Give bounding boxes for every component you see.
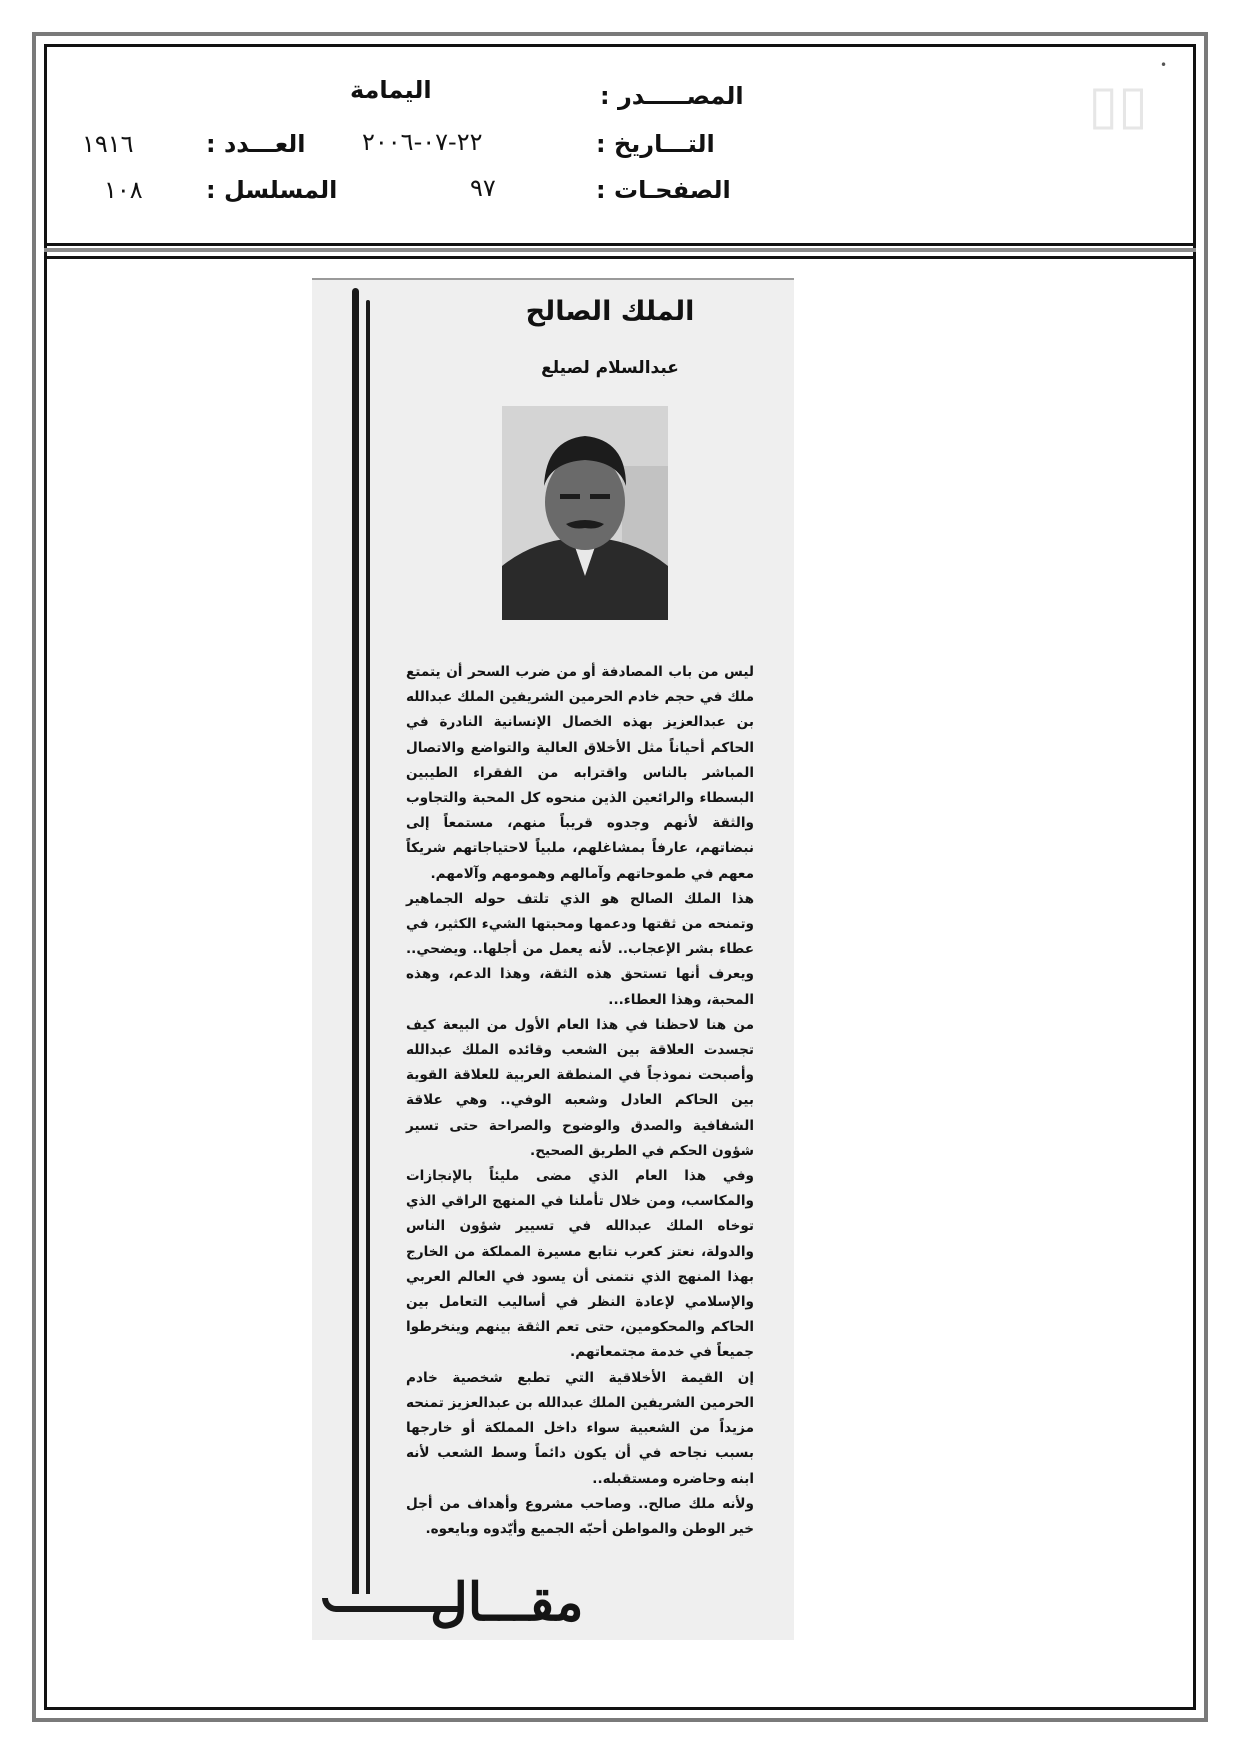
date-label: التـــاريخ : (596, 130, 715, 158)
article-title: الملك الصالح (525, 296, 695, 327)
header-divider (44, 256, 1196, 259)
decorative-pillar-inner (366, 300, 370, 1594)
article-author: عبدالسلام لصيلع (541, 358, 679, 378)
issue-label: العـــدد : (206, 130, 306, 158)
author-portrait (502, 406, 668, 620)
article-paragraph: ليس من باب المصادفة أو من ضرب السحر أن يتمتع ملك في حجم خادم الحرمين الشريفين الملك عبدالله بن عبدالعزيز بهذه الخصال الإنسانية النادرة في الحاكم أحياناً مثل الأخلاق العالية والتواضع والاتصال المباشر بالناس واقترابه من الفقراء الطيبين البسطاء والرائعين الذين منحوه كل المحبة والتجاوب والثقة لأنهم وجدوه قريباً منهم، مستمعاً إلى نبضاتهم، عارفاً بمشاغلهم، ملبياً لاحتياجاتهم شريكاً معهم في طموحاتهم وآمالهم وهمومهم وآلامهم. (406, 664, 754, 882)
faint-watermark: ▯▯ (1088, 72, 1148, 136)
decorative-pillar (352, 288, 359, 1594)
article-paragraph: من هنا لاحظنا في هذا العام الأول من البيعة كيف تجسدت العلاقة بين الشعب وقائده الملك عبدالله وأصبحت نموذجاً في المنطقة العربية للعلاقة القوية بين الحاكم العادل وشعبه الوفي.. وهي علاقة الشفافية والصدق والوضوح والصراحة حتى تسير شؤون الحكم في الطريق الصحيح. (406, 1016, 754, 1159)
source-value: اليمامة (350, 76, 432, 104)
author-photo (502, 406, 668, 620)
serial-label: المسلسل : (206, 176, 338, 204)
source-label: المصـــــدر : (600, 82, 744, 110)
article-paragraph: إن القيمة الأخلاقية التي تطبع شخصية خادم الحرمين الشريفين الملك عبدالله بن عبدالعزيز تمنحه مزيداً من الشعبية سواء داخل المملكة أو خارجها بسبب نجاحه في أن يكون دائماً وسط الشعب لأنه ابنه وحاضره ومستقبله.. (406, 1369, 754, 1487)
serial-value: ١٠٨ (104, 176, 143, 204)
article-paragraph: وفي هذا العام الذي مضى مليئاً بالإنجازات والمكاسب، ومن خلال تأملنا في المنهج الراقي الذي توخاه الملك عبدالله في تسيير شؤون الناس والدولة، نعتز كعرب نتابع مسيرة المملكة من الخارج بهذا المنهج الذي نتمنى أن يسود في العالم العربي والإسلامي لإعادة النظر في أساليب التعامل بين الحاكم والمحكومين، حتى تعم الثقة بينهم وينخرطوا جميعاً في خدمة مجتمعاتهم. (406, 1168, 754, 1361)
clipping-top-rule (312, 278, 794, 280)
section-label: مقـــال (430, 1572, 584, 1633)
header-divider-shadow (44, 248, 1196, 252)
issue-value: ١٩١٦ (82, 130, 134, 158)
pages-value: ٩٧ (470, 174, 496, 202)
article-body (406, 660, 754, 1542)
article-paragraph: هذا الملك الصالح هو الذي تلتف حوله الجماهير وتمنحه من ثقتها ودعمها ومحبتها الشيء الكثير، في عطاء بشر الإعجاب.. لأنه يعمل من أجلها.. ويضحي.. ويعرف أنها تستحق هذه الثقة، وهذا الدعم، وهذه المحبة، وهذا العطاء... (406, 890, 754, 1008)
date-value: ٢٢-٠٧-٢٠٠٦ (362, 128, 483, 156)
article-paragraph: ولأنه ملك صالح.. وصاحب مشروع وأهداف من أجل خير الوطن والمواطن أحبّه الجميع وأيّدوه وبايعوه. (406, 1495, 754, 1537)
pages-label: الصفحـات : (596, 176, 731, 204)
corner-mark: • (1160, 58, 1168, 72)
